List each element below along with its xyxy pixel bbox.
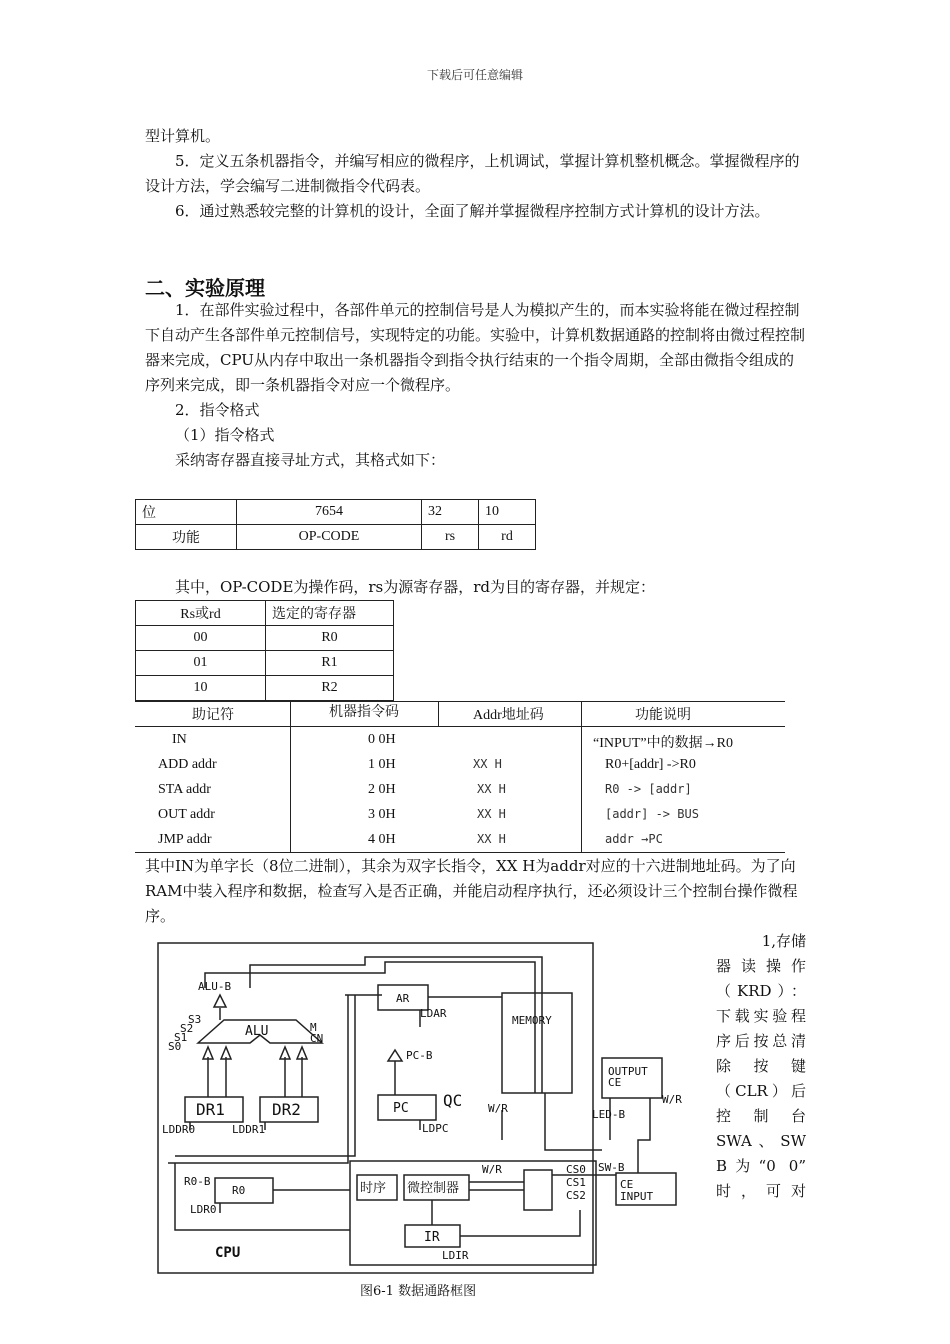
paragraph: 其中，OP-CODE为操作码，rs为源寄存器，rd为目的寄存器，并规定： — [175, 578, 656, 596]
label: R0 — [232, 1184, 246, 1197]
table-cell: 1 0H — [368, 757, 396, 772]
table-cell: addr →PC — [605, 832, 663, 846]
side-line: 1,存储 — [761, 932, 806, 950]
table-cell: 4 0H — [368, 832, 396, 847]
paragraph: 1．在部件实验过程中，各部件单元的控制信号是人为模拟产生的，而本实验将能在微过程控制下自动产生各部件单元控制信号，实现特定的功能。实验中，计算机数据通路的控制将由微过程控制器来完成，CPU从内存中取出一条机器指令到指令执行结束的一个指令周期，全部由微指令组成的序列来完成，即一条机器指令对应一个微程序。 — [145, 301, 806, 394]
controller-region — [350, 1161, 596, 1265]
label: LDIR — [442, 1249, 469, 1262]
table-cell: 32 — [422, 500, 479, 525]
label: AR — [396, 992, 410, 1005]
side-line: 除按键 — [716, 1057, 806, 1075]
table-cell: ADD addr — [158, 757, 217, 772]
label: 微控制器 — [407, 1181, 460, 1196]
label: W/R — [482, 1163, 502, 1176]
cs-box — [524, 1170, 552, 1210]
side-line: 下载实验程 — [716, 1007, 806, 1025]
format-table — [135, 499, 536, 550]
label: CN — [310, 1032, 324, 1045]
table-header: 助记符 — [192, 708, 234, 723]
label: M — [310, 1021, 317, 1034]
table-cell: R0 -> [addr] — [605, 782, 692, 796]
table-cell: 位 — [136, 500, 237, 525]
label: S2 — [180, 1022, 194, 1035]
side-line: B为“0 0” — [716, 1157, 806, 1175]
side-line: （KRD）： — [716, 982, 806, 1000]
label: PC-B — [406, 1049, 433, 1062]
section-title: 二、实验原理 — [145, 276, 265, 300]
table-header: 功能说明 — [635, 708, 691, 723]
table-row — [136, 626, 394, 651]
table-cell: IN — [172, 732, 187, 747]
label: IR — [424, 1230, 440, 1245]
table-header: 机器指令码 — [329, 705, 399, 720]
label: LDR0 — [190, 1203, 217, 1216]
table-cell: R1 — [266, 651, 394, 676]
table-cell: XX H — [477, 832, 506, 846]
label: ALU-B — [198, 980, 232, 993]
side-line: （CLR）后 — [716, 1082, 806, 1100]
label: CE — [608, 1076, 622, 1089]
label: S0 — [168, 1040, 182, 1053]
table-header: Addr地址码 — [473, 708, 544, 723]
table-cell: OUT addr — [158, 807, 215, 822]
table-cell: OP-CODE — [237, 525, 422, 550]
table-header: 选定的寄存器 — [266, 601, 394, 626]
table-cell: XX H — [477, 807, 506, 821]
table-cell: 0 0H — [368, 732, 396, 747]
table-cell: 3 0H — [368, 807, 396, 822]
figure-caption: 图6-1 数据通路框图 — [360, 1284, 477, 1299]
label: CE — [620, 1178, 634, 1191]
side-line: 时，可对 — [716, 1182, 806, 1200]
table-cell: JMP addr — [158, 832, 212, 847]
label: CS2 — [566, 1189, 586, 1202]
label: DR2 — [272, 1100, 301, 1119]
table-row — [135, 829, 785, 853]
label: LDAR — [420, 1007, 447, 1020]
label: R0-B — [184, 1175, 211, 1188]
label: LDPC — [422, 1122, 449, 1135]
side-line: 序后按总清 — [716, 1032, 806, 1050]
table-cell: R0+[addr] ->R0 — [605, 757, 696, 772]
register-table — [135, 600, 394, 701]
label: S3 — [188, 1013, 202, 1026]
table-cell: XX H — [477, 782, 506, 796]
label: SW-B — [598, 1161, 625, 1174]
label: CS0 — [566, 1163, 586, 1176]
paragraph: 型计算机。 — [145, 127, 221, 145]
table-row — [135, 729, 785, 753]
label: DR1 — [196, 1100, 225, 1119]
datapath-diagram — [150, 935, 695, 1280]
label: QC — [443, 1091, 463, 1110]
table-cell: 10 — [136, 676, 266, 701]
table-cell: 10 — [479, 500, 536, 525]
label: CS1 — [566, 1176, 586, 1189]
table-row — [135, 804, 785, 828]
table-header-row — [135, 701, 785, 725]
table-cell: XX H — [473, 757, 502, 771]
table-row — [136, 676, 394, 701]
table-cell: 01 — [136, 651, 266, 676]
label: LDDR0 — [162, 1123, 196, 1136]
label: LED-B — [592, 1108, 626, 1121]
label: 时序 — [360, 1181, 387, 1196]
page-header: 下载后可任意编辑 — [426, 68, 523, 82]
table-cell: STA addr — [158, 782, 211, 797]
table-cell: R0 — [266, 626, 394, 651]
table-cell: rs — [422, 525, 479, 550]
table-cell: 2 0H — [368, 782, 396, 797]
memory-box — [502, 993, 572, 1093]
label: CPU — [215, 1245, 241, 1261]
table-header: Rs或rd — [136, 601, 266, 626]
table-cell: rd — [479, 525, 536, 550]
side-line: SWA、SW — [716, 1132, 806, 1150]
label: ALU — [245, 1024, 269, 1039]
table-cell: R2 — [266, 676, 394, 701]
paragraph: 采纳寄存器直接寻址方式，其格式如下： — [175, 451, 446, 469]
paragraph: 其中IN为单字长（8位二进制），其余为双字长指令，XX H为addr对应的十六进制地址码。为了向RAM中装入程序和数据，检查写入是否正确，并能启动程序执行，还必须设计三个控制台操作微程序。 — [145, 857, 798, 925]
table-row — [136, 651, 394, 676]
paragraph: 6．通过熟悉较完整的计算机的设计，全面了解并掌握微程序控制方式计算机的设计方法。 — [175, 202, 770, 220]
label: INPUT — [620, 1190, 654, 1203]
table-cell: “INPUT”中的数据→R0 — [593, 736, 733, 751]
label: MEMORY — [512, 1014, 552, 1027]
paragraph: 2．指令格式 — [175, 401, 260, 419]
table-cell: [addr] -> BUS — [605, 807, 699, 821]
label: PC — [393, 1101, 409, 1116]
alu-b-arrow — [214, 995, 226, 1007]
table-cell: 00 — [136, 626, 266, 651]
table-cell: 7654 — [237, 500, 422, 525]
table-cell: 功能 — [136, 525, 237, 550]
paragraph: （1）指令格式 — [175, 426, 275, 444]
label: W/R — [488, 1102, 508, 1115]
side-line: 控制台 — [716, 1107, 806, 1125]
label: S1 — [174, 1031, 188, 1044]
paragraph: 5．定义五条机器指令，并编写相应的微程序，上机调试，掌握计算机整机概念。掌握微程序的设计方法，学会编写二进制微指令代码表。 — [145, 152, 800, 195]
label: W/R — [662, 1093, 682, 1106]
side-line: 器读操作 — [716, 957, 806, 975]
label: LDDR1 — [232, 1123, 266, 1136]
table-row — [135, 754, 785, 778]
side-paragraph — [716, 929, 806, 1204]
table-row — [135, 779, 785, 803]
label: OUTPUT — [608, 1065, 648, 1078]
